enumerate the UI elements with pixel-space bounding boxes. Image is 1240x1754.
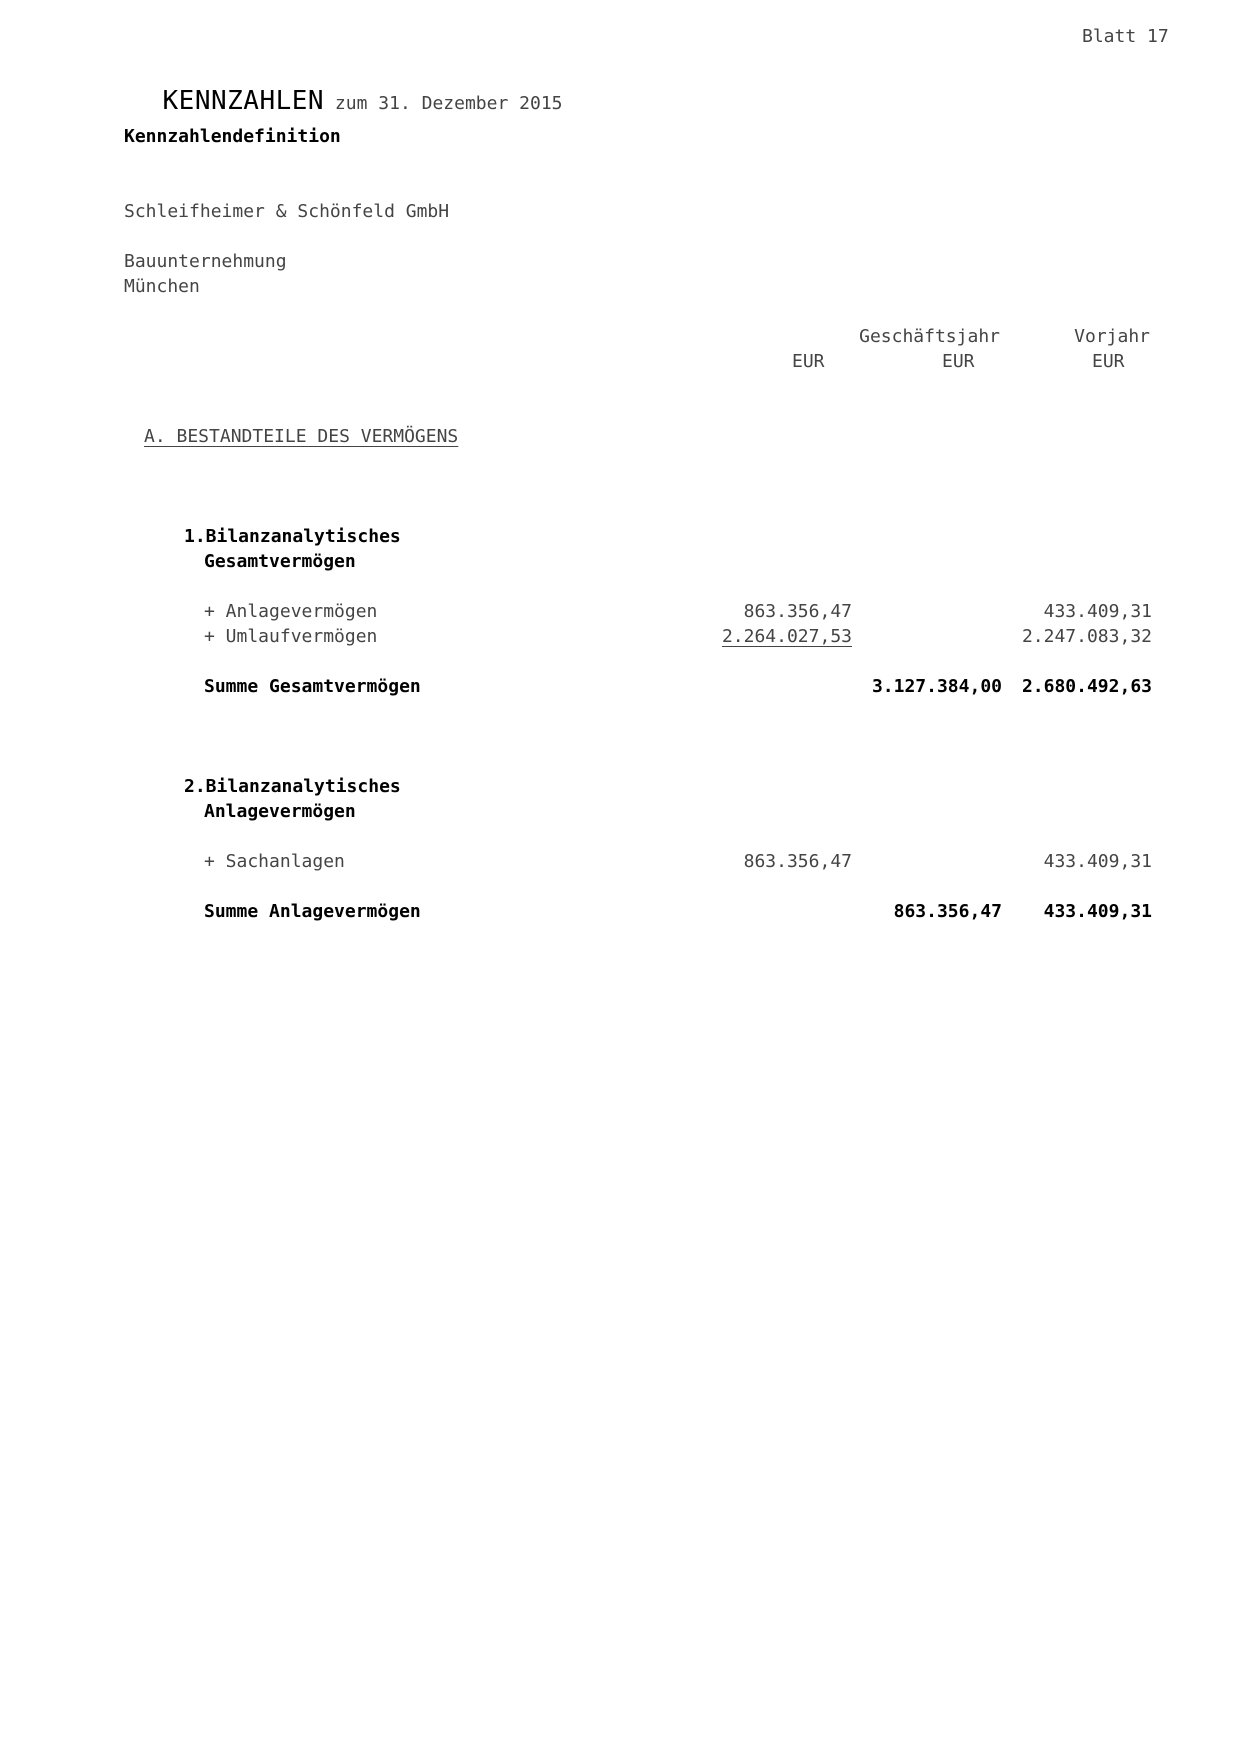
group2-row-current-value: 863.356,47 (743, 851, 852, 872)
group1-row-prior-value: 2.247.083,32 (1021, 626, 1152, 647)
company-business: Bauunternehmung (124, 251, 287, 272)
group1-row-prior-value: 433.409,31 (1043, 601, 1152, 622)
sheet-number: Blatt 17 (1082, 26, 1169, 47)
company-name: Schleifheimer & Schönfeld GmbH (124, 201, 450, 222)
group1-title-line1: 1.Bilanzanalytisches (184, 526, 401, 547)
group1-title-line2: Gesamtvermögen (204, 551, 356, 572)
section-a-title: A. BESTANDTEILE DES VERMÖGENS (144, 426, 459, 447)
group1-row-current-value: 863.356,47 (743, 601, 852, 622)
title-main: KENNZAHLEN (162, 86, 325, 116)
column-header-prior-year: Vorjahr (1074, 326, 1150, 347)
column-unit-current-year: EUR (942, 351, 975, 372)
section-heading: Kennzahlendefinition (124, 126, 341, 147)
group1-total-current: 3.127.384,00 (871, 676, 1002, 697)
group2-row-label: + Sachanlagen (204, 851, 345, 872)
group1-row-label: + Anlagevermögen (204, 601, 378, 622)
group2-row-prior-value: 433.409,31 (1043, 851, 1152, 872)
column-unit-prior-year: EUR (1092, 351, 1125, 372)
group2-title-line2: Anlagevermögen (204, 801, 356, 822)
group1-total-label: Summe Gesamtvermögen (204, 676, 421, 697)
company-city: München (124, 276, 200, 297)
column-header-current-year: Geschäftsjahr (859, 326, 1000, 347)
group2-total-label: Summe Anlagevermögen (204, 901, 421, 922)
group2-total-current: 863.356,47 (893, 901, 1002, 922)
title-date: zum 31. Dezember 2015 (334, 93, 563, 114)
group1-row-current-value: 2.264.027,53 (721, 626, 852, 647)
group1-total-prior: 2.680.492,63 (1021, 676, 1152, 697)
group1-row-label: + Umlaufvermögen (204, 626, 378, 647)
document-title (124, 72, 563, 130)
group2-total-prior: 433.409,31 (1043, 901, 1152, 922)
group2-title-line1: 2.Bilanzanalytisches (184, 776, 401, 797)
column-unit-detail: EUR (792, 351, 825, 372)
